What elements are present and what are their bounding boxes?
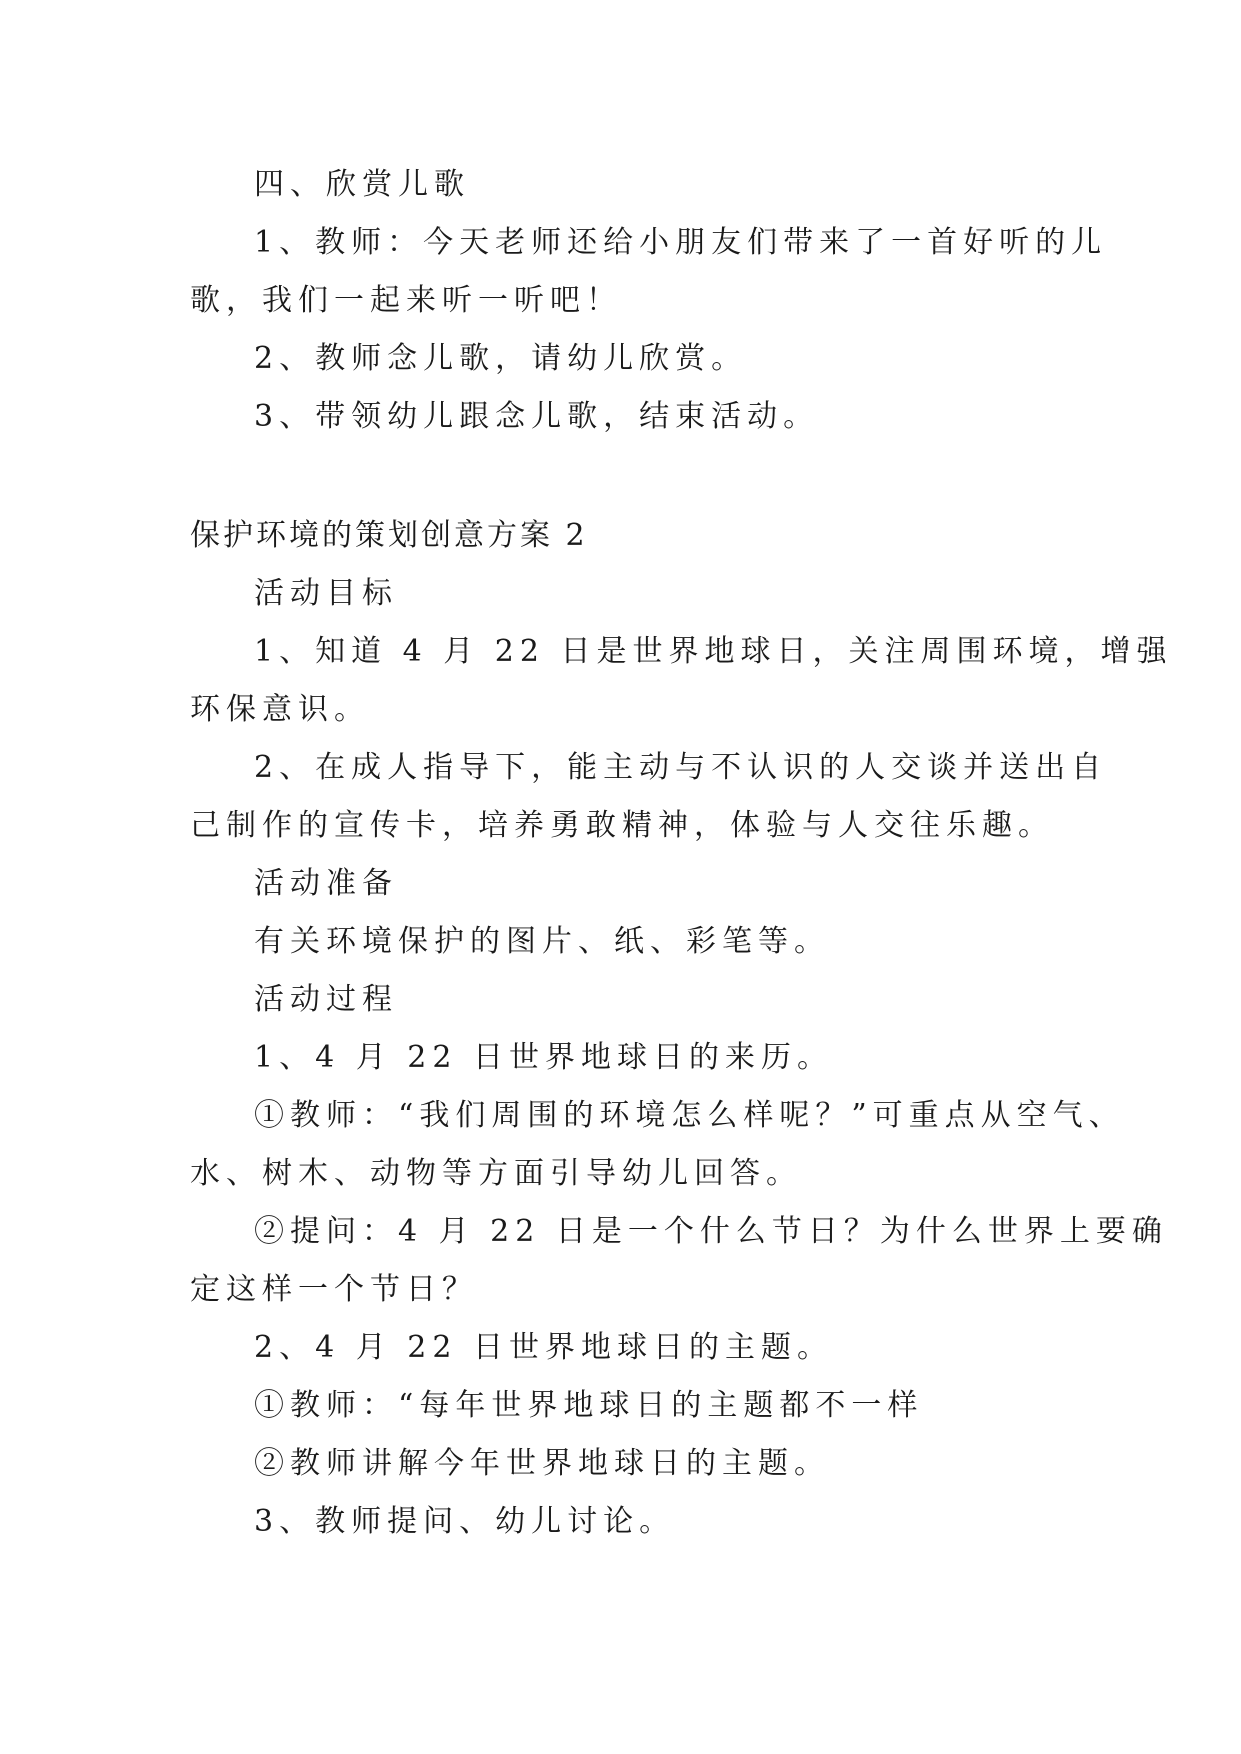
paragraph-line: ②教师讲解今年世界地球日的主题。 bbox=[254, 1446, 830, 1481]
paragraph-line: 2、4 月 22 日世界地球日的主题。 bbox=[254, 1330, 833, 1365]
paragraph-line: 有关环境保护的图片、纸、彩笔等。 bbox=[254, 924, 830, 959]
section-heading: 活动过程 bbox=[254, 982, 398, 1017]
paragraph-line: 1、知道 4 月 22 日是世界地球日，关注周围环境，增强 bbox=[254, 634, 1173, 669]
paragraph-line: 定这样一个节日？ bbox=[190, 1272, 478, 1307]
paragraph-line: ①教师：“每年世界地球日的主题都不一样 bbox=[254, 1388, 924, 1423]
section-heading: 活动准备 bbox=[254, 866, 398, 901]
paragraph-line: 2、在成人指导下，能主动与不认识的人交谈并送出自 bbox=[254, 750, 1108, 785]
document-title: 保护环境的策划创意方案 2 bbox=[190, 518, 588, 553]
section-heading: 四、欣赏儿歌 bbox=[254, 167, 470, 202]
paragraph-line: 1、教师：今天老师还给小朋友们带来了一首好听的儿 bbox=[254, 225, 1108, 260]
section-heading: 活动目标 bbox=[254, 576, 398, 611]
paragraph-line: 水、树木、动物等方面引导幼儿回答。 bbox=[190, 1156, 802, 1191]
paragraph-line: 1、4 月 22 日世界地球日的来历。 bbox=[254, 1040, 833, 1075]
paragraph-line: 3、带领幼儿跟念儿歌，结束活动。 bbox=[254, 399, 820, 434]
paragraph-line: ①教师：“我们周围的环境怎么样呢？”可重点从空气、 bbox=[254, 1098, 1125, 1133]
paragraph-line: 歌，我们一起来听一听吧！ bbox=[190, 283, 622, 318]
paragraph-line: 3、教师提问、幼儿讨论。 bbox=[254, 1504, 676, 1539]
paragraph-line: 环保意识。 bbox=[190, 692, 370, 727]
paragraph-line: ②提问：4 月 22 日是一个什么节日？为什么世界上要确 bbox=[254, 1214, 1168, 1249]
paragraph-line: 2、教师念儿歌，请幼儿欣赏。 bbox=[254, 341, 748, 376]
paragraph-line: 己制作的宣传卡，培养勇敢精神，体验与人交往乐趣。 bbox=[190, 808, 1054, 843]
